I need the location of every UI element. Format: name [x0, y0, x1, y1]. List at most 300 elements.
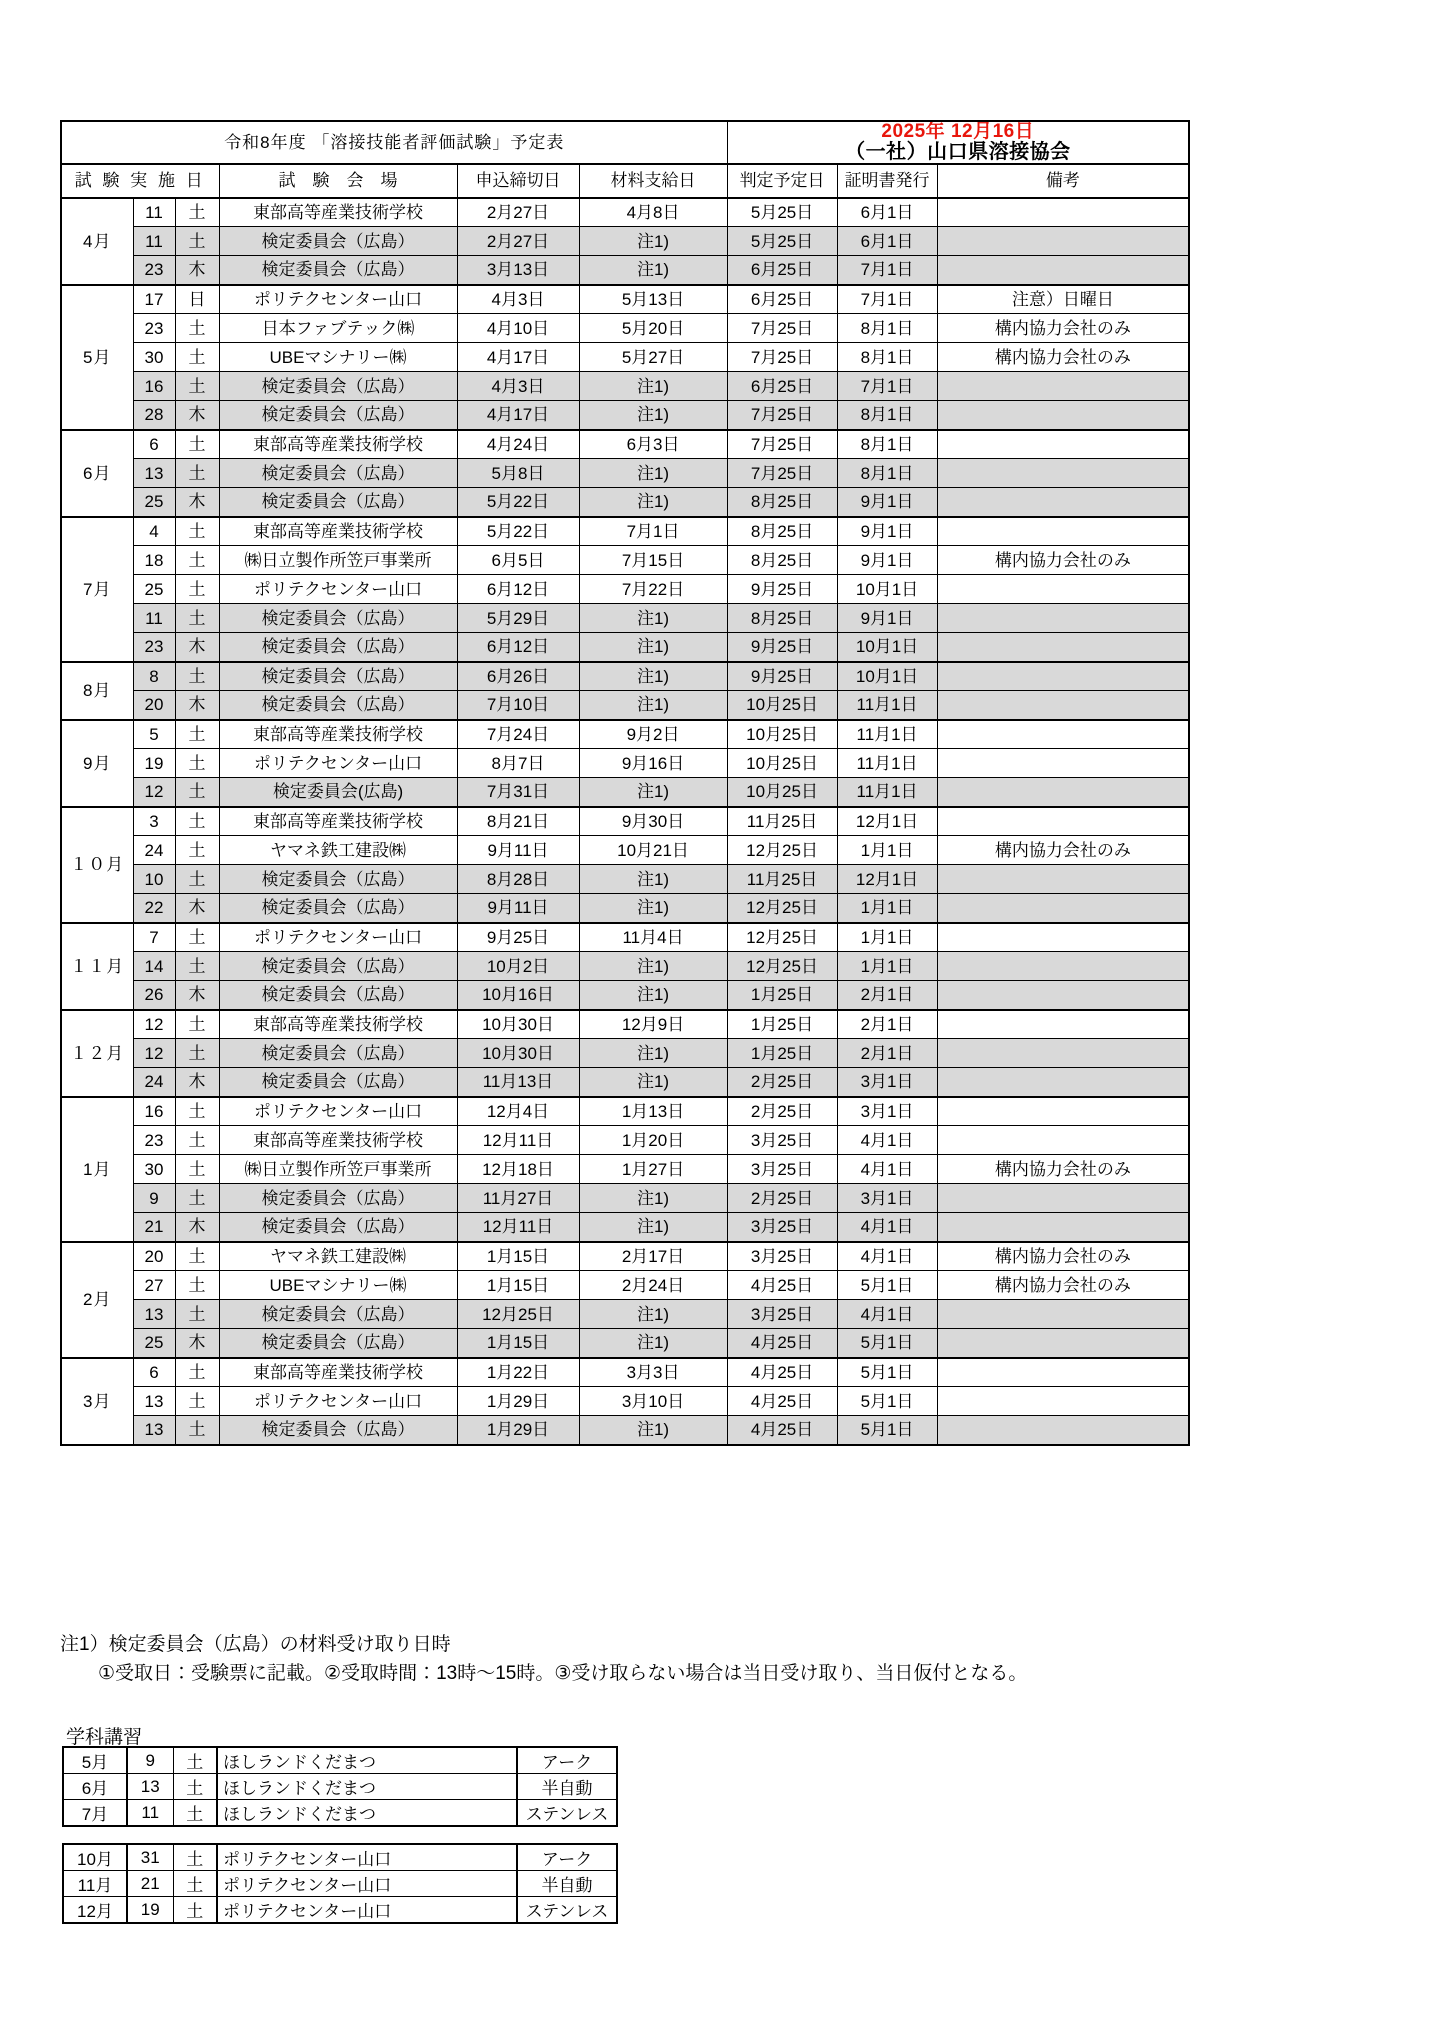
- material-supply: 2月24日: [579, 1271, 727, 1300]
- table-row: [61, 227, 1189, 256]
- course-month: 10月: [63, 1844, 127, 1871]
- remarks: [937, 1300, 1189, 1329]
- day-number: 11: [133, 604, 175, 633]
- month-label: 1月: [61, 1097, 133, 1242]
- remarks: 構内協力会社のみ: [937, 1155, 1189, 1184]
- certificate-date: 11月1日: [837, 749, 937, 778]
- month-label: 9月: [61, 720, 133, 807]
- table-row: [61, 1213, 1189, 1242]
- material-supply: 1月13日: [579, 1097, 727, 1126]
- day-number: 14: [133, 952, 175, 981]
- judgement-date: 8月25日: [727, 517, 837, 546]
- judgement-date: 3月25日: [727, 1213, 837, 1242]
- day-number: 23: [133, 633, 175, 662]
- course-weekday: 土: [173, 1747, 217, 1774]
- judgement-date: 4月25日: [727, 1387, 837, 1416]
- weekday: 木: [175, 1213, 219, 1242]
- remarks: [937, 198, 1189, 227]
- weekday: 土: [175, 1155, 219, 1184]
- col-header-material-supply: 材料支給日: [579, 164, 727, 198]
- table-row: [61, 430, 1189, 459]
- footnote-line-1: 注1）検定委員会（広島）の材料受け取り日時: [60, 1634, 451, 1655]
- col-header-judgement: 判定予定日: [727, 164, 837, 198]
- venue-name: 日本ファブテック㈱: [219, 314, 457, 343]
- certificate-date: 11月1日: [837, 691, 937, 720]
- judgement-date: 8月25日: [727, 488, 837, 517]
- certificate-date: 2月1日: [837, 1039, 937, 1068]
- venue-name: 検定委員会(広島): [219, 778, 457, 807]
- table-row: [61, 604, 1189, 633]
- table-row: [61, 1242, 1189, 1271]
- day-number: 9: [133, 1184, 175, 1213]
- table-row: [61, 778, 1189, 807]
- apply-deadline: 9月11日: [457, 894, 579, 923]
- table-row: [61, 865, 1189, 894]
- apply-deadline: 7月24日: [457, 720, 579, 749]
- table-row: [61, 749, 1189, 778]
- certificate-date: 1月1日: [837, 952, 937, 981]
- venue-name: ポリテクセンター山口: [219, 923, 457, 952]
- month-label: 7月: [61, 517, 133, 662]
- venue-name: ポリテクセンター山口: [219, 575, 457, 604]
- table-row: [61, 662, 1189, 691]
- course-type: 半自動: [517, 1871, 617, 1897]
- remarks: [937, 1329, 1189, 1358]
- day-number: 24: [133, 836, 175, 865]
- material-supply: 注1): [579, 894, 727, 923]
- venue-name: 検定委員会（広島）: [219, 1039, 457, 1068]
- course-day: 19: [127, 1897, 173, 1924]
- course-venue: ほしランドくだまつ: [217, 1800, 517, 1827]
- course-month: 11月: [63, 1871, 127, 1897]
- certificate-date: 5月1日: [837, 1387, 937, 1416]
- apply-deadline: 6月5日: [457, 546, 579, 575]
- certificate-date: 7月1日: [837, 372, 937, 401]
- table-row: [61, 1155, 1189, 1184]
- judgement-date: 11月25日: [727, 807, 837, 836]
- judgement-date: 10月25日: [727, 749, 837, 778]
- remarks: 構内協力会社のみ: [937, 1271, 1189, 1300]
- weekday: 土: [175, 314, 219, 343]
- venue-name: 東部高等産業技術学校: [219, 1126, 457, 1155]
- judgement-date: 12月25日: [727, 836, 837, 865]
- col-header-apply-deadline: 申込締切日: [457, 164, 579, 198]
- apply-deadline: 10月30日: [457, 1039, 579, 1068]
- weekday: 木: [175, 633, 219, 662]
- venue-name: ヤマネ鉄工建設㈱: [219, 836, 457, 865]
- remarks: [937, 488, 1189, 517]
- judgement-date: 7月25日: [727, 430, 837, 459]
- apply-deadline: 5月8日: [457, 459, 579, 488]
- venue-name: 東部高等産業技術学校: [219, 1358, 457, 1387]
- judgement-date: 5月25日: [727, 227, 837, 256]
- day-number: 20: [133, 1242, 175, 1271]
- material-supply: 5月13日: [579, 285, 727, 314]
- table-row: [61, 1300, 1189, 1329]
- judgement-date: 7月25日: [727, 314, 837, 343]
- judgement-date: 4月25日: [727, 1271, 837, 1300]
- course-weekday: 土: [173, 1800, 217, 1827]
- weekday: 土: [175, 430, 219, 459]
- remarks: 構内協力会社のみ: [937, 546, 1189, 575]
- venue-name: 検定委員会（広島）: [219, 894, 457, 923]
- venue-name: 検定委員会（広島）: [219, 256, 457, 285]
- remarks: [937, 778, 1189, 807]
- weekday: 土: [175, 749, 219, 778]
- material-supply: 注1): [579, 1039, 727, 1068]
- course-day: 13: [127, 1774, 173, 1800]
- certificate-date: 12月1日: [837, 865, 937, 894]
- certificate-date: 8月1日: [837, 343, 937, 372]
- weekday: 土: [175, 1242, 219, 1271]
- apply-deadline: 6月12日: [457, 633, 579, 662]
- course-type: ステンレス: [517, 1800, 617, 1827]
- material-supply: 注1): [579, 981, 727, 1010]
- day-number: 3: [133, 807, 175, 836]
- judgement-date: 6月25日: [727, 285, 837, 314]
- table-row: [61, 952, 1189, 981]
- weekday: 土: [175, 517, 219, 546]
- table-row: [61, 633, 1189, 662]
- exam-schedule-table: [60, 120, 1190, 1446]
- venue-name: 検定委員会（広島）: [219, 1300, 457, 1329]
- course-type: アーク: [517, 1747, 617, 1774]
- table-row: [61, 1416, 1189, 1445]
- material-supply: 注1): [579, 633, 727, 662]
- apply-deadline: 7月31日: [457, 778, 579, 807]
- col-header-remarks: 備考: [937, 164, 1189, 198]
- table-row: [61, 343, 1189, 372]
- material-supply: 注1): [579, 952, 727, 981]
- judgement-date: 3月25日: [727, 1155, 837, 1184]
- remarks: [937, 633, 1189, 662]
- certificate-date: 10月1日: [837, 633, 937, 662]
- judgement-date: 9月25日: [727, 575, 837, 604]
- weekday: 土: [175, 575, 219, 604]
- course-section-title: 学科講習: [66, 1727, 143, 1748]
- table-row: [61, 575, 1189, 604]
- material-supply: 注1): [579, 691, 727, 720]
- judgement-date: 2月25日: [727, 1097, 837, 1126]
- day-number: 21: [133, 1213, 175, 1242]
- apply-deadline: 12月11日: [457, 1213, 579, 1242]
- remarks: [937, 401, 1189, 430]
- judgement-date: 11月25日: [727, 865, 837, 894]
- day-number: 25: [133, 1329, 175, 1358]
- apply-deadline: 5月29日: [457, 604, 579, 633]
- remarks: 構内協力会社のみ: [937, 314, 1189, 343]
- judgement-date: 4月25日: [727, 1358, 837, 1387]
- day-number: 12: [133, 1039, 175, 1068]
- certificate-date: 11月1日: [837, 778, 937, 807]
- venue-name: 東部高等産業技術学校: [219, 1010, 457, 1039]
- footnote-line-2: ①受取日：受験票に記載。②受取時間：13時～15時。③受け取らない場合は当日受け取り、当日仮付となる。: [98, 1663, 1028, 1685]
- venue-name: 東部高等産業技術学校: [219, 807, 457, 836]
- material-supply: 注1): [579, 459, 727, 488]
- material-supply: 10月21日: [579, 836, 727, 865]
- certificate-date: 9月1日: [837, 517, 937, 546]
- course-table-second-half: [62, 1843, 618, 1924]
- remarks: [937, 981, 1189, 1010]
- material-supply: 7月1日: [579, 517, 727, 546]
- venue-name: 検定委員会（広島）: [219, 662, 457, 691]
- material-supply: 3月10日: [579, 1387, 727, 1416]
- weekday: 土: [175, 720, 219, 749]
- remarks: [937, 575, 1189, 604]
- table-row: [61, 517, 1189, 546]
- day-number: 19: [133, 749, 175, 778]
- table-row: [61, 894, 1189, 923]
- apply-deadline: 1月22日: [457, 1358, 579, 1387]
- venue-name: UBEマシナリー㈱: [219, 343, 457, 372]
- column-header-row: [61, 164, 1189, 198]
- weekday: 土: [175, 1184, 219, 1213]
- remarks: [937, 256, 1189, 285]
- apply-deadline: 4月3日: [457, 285, 579, 314]
- month-label: １０月: [61, 807, 133, 923]
- remarks: 注意）日曜日: [937, 285, 1189, 314]
- certificate-date: 1月1日: [837, 923, 937, 952]
- course-weekday: 土: [173, 1871, 217, 1897]
- issue-date: 2025年 12月16日: [881, 121, 1035, 142]
- weekday: 土: [175, 923, 219, 952]
- venue-name: ポリテクセンター山口: [219, 1097, 457, 1126]
- apply-deadline: 5月22日: [457, 517, 579, 546]
- apply-deadline: 2月27日: [457, 227, 579, 256]
- apply-deadline: 2月27日: [457, 198, 579, 227]
- table-row: [61, 372, 1189, 401]
- table-row: [61, 981, 1189, 1010]
- venue-name: ポリテクセンター山口: [219, 1387, 457, 1416]
- table-row: [61, 314, 1189, 343]
- day-number: 20: [133, 691, 175, 720]
- day-number: 12: [133, 778, 175, 807]
- remarks: [937, 894, 1189, 923]
- remarks: [937, 952, 1189, 981]
- apply-deadline: 12月25日: [457, 1300, 579, 1329]
- course-type: 半自動: [517, 1774, 617, 1800]
- apply-deadline: 12月11日: [457, 1126, 579, 1155]
- judgement-date: 7月25日: [727, 459, 837, 488]
- material-supply: 注1): [579, 1184, 727, 1213]
- table-row: [61, 1387, 1189, 1416]
- course-venue: ポリテクセンター山口: [217, 1871, 517, 1897]
- apply-deadline: 4月10日: [457, 314, 579, 343]
- venue-name: 検定委員会（広島）: [219, 1329, 457, 1358]
- course-month: 12月: [63, 1897, 127, 1924]
- venue-name: 東部高等産業技術学校: [219, 198, 457, 227]
- weekday: 土: [175, 952, 219, 981]
- judgement-date: 12月25日: [727, 894, 837, 923]
- course-day: 21: [127, 1871, 173, 1897]
- apply-deadline: 11月13日: [457, 1068, 579, 1097]
- remarks: [937, 1039, 1189, 1068]
- material-supply: 1月20日: [579, 1126, 727, 1155]
- table-row: [61, 1068, 1189, 1097]
- material-supply: 注1): [579, 778, 727, 807]
- judgement-date: 12月25日: [727, 923, 837, 952]
- weekday: 土: [175, 343, 219, 372]
- venue-name: 検定委員会（広島）: [219, 372, 457, 401]
- weekday: 土: [175, 459, 219, 488]
- apply-deadline: 1月29日: [457, 1387, 579, 1416]
- material-supply: 12月9日: [579, 1010, 727, 1039]
- day-number: 7: [133, 923, 175, 952]
- header-meta: [727, 121, 1189, 164]
- certificate-date: 4月1日: [837, 1213, 937, 1242]
- judgement-date: 7月25日: [727, 401, 837, 430]
- table-row: [61, 198, 1189, 227]
- judgement-date: 5月25日: [727, 198, 837, 227]
- table-row: [61, 1097, 1189, 1126]
- weekday: 土: [175, 1010, 219, 1039]
- apply-deadline: 11月27日: [457, 1184, 579, 1213]
- day-number: 4: [133, 517, 175, 546]
- table-row: [61, 285, 1189, 314]
- remarks: [937, 1126, 1189, 1155]
- certificate-date: 8月1日: [837, 314, 937, 343]
- weekday: 土: [175, 1358, 219, 1387]
- day-number: 30: [133, 343, 175, 372]
- certificate-date: 8月1日: [837, 430, 937, 459]
- weekday: 木: [175, 894, 219, 923]
- table-row: [61, 923, 1189, 952]
- judgement-date: 9月25日: [727, 662, 837, 691]
- remarks: [937, 1184, 1189, 1213]
- apply-deadline: 1月15日: [457, 1271, 579, 1300]
- month-label: 8月: [61, 662, 133, 720]
- certificate-date: 10月1日: [837, 575, 937, 604]
- course-weekday: 土: [173, 1897, 217, 1924]
- weekday: 土: [175, 1039, 219, 1068]
- day-number: 13: [133, 1300, 175, 1329]
- certificate-date: 11月1日: [837, 720, 937, 749]
- remarks: [937, 1213, 1189, 1242]
- course-weekday: 土: [173, 1774, 217, 1800]
- material-supply: 注1): [579, 662, 727, 691]
- material-supply: 注1): [579, 865, 727, 894]
- weekday: 土: [175, 778, 219, 807]
- judgement-date: 6月25日: [727, 372, 837, 401]
- material-supply: 注1): [579, 1416, 727, 1445]
- course-venue: ポリテクセンター山口: [217, 1897, 517, 1924]
- course-type: アーク: [517, 1844, 617, 1871]
- day-number: 18: [133, 546, 175, 575]
- table-row: [61, 488, 1189, 517]
- weekday: 土: [175, 662, 219, 691]
- course-venue: ほしランドくだまつ: [217, 1747, 517, 1774]
- day-number: 22: [133, 894, 175, 923]
- table-row: [61, 546, 1189, 575]
- venue-name: 検定委員会（広島）: [219, 1068, 457, 1097]
- apply-deadline: 4月24日: [457, 430, 579, 459]
- venue-name: 東部高等産業技術学校: [219, 720, 457, 749]
- weekday: 土: [175, 372, 219, 401]
- certificate-date: 6月1日: [837, 227, 937, 256]
- table-row: [61, 256, 1189, 285]
- weekday: 木: [175, 488, 219, 517]
- judgement-date: 1月25日: [727, 1039, 837, 1068]
- course-day: 31: [127, 1844, 173, 1871]
- remarks: [937, 1010, 1189, 1039]
- table-row: [61, 1271, 1189, 1300]
- material-supply: 注1): [579, 372, 727, 401]
- remarks: 構内協力会社のみ: [937, 836, 1189, 865]
- weekday: 土: [175, 807, 219, 836]
- material-supply: 2月17日: [579, 1242, 727, 1271]
- footnotes: [60, 1630, 1260, 1689]
- remarks: [937, 430, 1189, 459]
- remarks: [937, 1358, 1189, 1387]
- table-row: [61, 1126, 1189, 1155]
- remarks: [937, 1068, 1189, 1097]
- remarks: [937, 923, 1189, 952]
- certificate-date: 9月1日: [837, 546, 937, 575]
- material-supply: 注1): [579, 1213, 727, 1242]
- venue-name: ポリテクセンター山口: [219, 285, 457, 314]
- judgement-date: 1月25日: [727, 1010, 837, 1039]
- material-supply: 注1): [579, 1329, 727, 1358]
- remarks: [937, 1416, 1189, 1445]
- certificate-date: 9月1日: [837, 604, 937, 633]
- table-row: [61, 1329, 1189, 1358]
- apply-deadline: 1月15日: [457, 1329, 579, 1358]
- certificate-date: 1月1日: [837, 836, 937, 865]
- venue-name: 検定委員会（広島）: [219, 1213, 457, 1242]
- judgement-date: 3月25日: [727, 1242, 837, 1271]
- apply-deadline: 7月10日: [457, 691, 579, 720]
- material-supply: 9月30日: [579, 807, 727, 836]
- certificate-date: 5月1日: [837, 1416, 937, 1445]
- judgement-date: 9月25日: [727, 633, 837, 662]
- course-month: 6月: [63, 1774, 127, 1800]
- weekday: 土: [175, 198, 219, 227]
- weekday: 土: [175, 865, 219, 894]
- weekday: 土: [175, 1126, 219, 1155]
- material-supply: 11月4日: [579, 923, 727, 952]
- certificate-date: 4月1日: [837, 1300, 937, 1329]
- table-row: [61, 807, 1189, 836]
- course-day: 9: [127, 1747, 173, 1774]
- remarks: [937, 720, 1189, 749]
- venue-name: 東部高等産業技術学校: [219, 517, 457, 546]
- table-row: [61, 1358, 1189, 1387]
- weekday: 土: [175, 1416, 219, 1445]
- judgement-date: 10月25日: [727, 778, 837, 807]
- title-row: [61, 121, 1189, 164]
- apply-deadline: 6月26日: [457, 662, 579, 691]
- certificate-date: 5月1日: [837, 1358, 937, 1387]
- list-item: [63, 1747, 617, 1774]
- venue-name: 検定委員会（広島）: [219, 1184, 457, 1213]
- day-number: 6: [133, 430, 175, 459]
- course-day: 11: [127, 1800, 173, 1827]
- venue-name: 検定委員会（広島）: [219, 488, 457, 517]
- apply-deadline: 4月3日: [457, 372, 579, 401]
- weekday: 土: [175, 1300, 219, 1329]
- weekday: 土: [175, 836, 219, 865]
- material-supply: 9月16日: [579, 749, 727, 778]
- material-supply: 注1): [579, 604, 727, 633]
- apply-deadline: 1月15日: [457, 1242, 579, 1271]
- weekday: 木: [175, 1068, 219, 1097]
- course-weekday: 土: [173, 1844, 217, 1871]
- judgement-date: 10月25日: [727, 720, 837, 749]
- day-number: 23: [133, 1126, 175, 1155]
- page-title: 令和8年度 「溶接技能者評価試験」予定表: [61, 121, 727, 164]
- day-number: 11: [133, 198, 175, 227]
- judgement-date: 8月25日: [727, 546, 837, 575]
